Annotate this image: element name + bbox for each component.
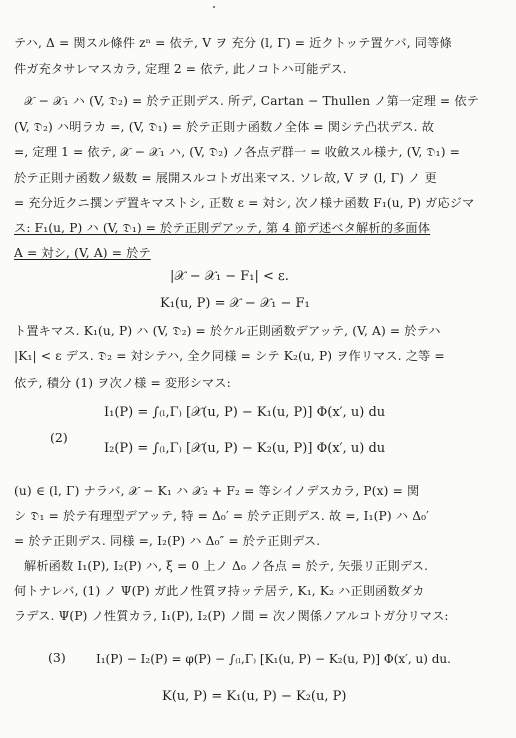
k-difference-eq: K(u, P) = K₁(u, P) − K₂(u, P) <box>162 689 347 704</box>
text-line-9: A = 対シ, (V, A) = 於テ <box>14 246 151 260</box>
text-line-15: = 於テ正則デス. 同様 =, I₂(P) ハ Δ₀″ = 於テ正則デス. <box>14 534 321 548</box>
text-line-11: |K₁| < ε デス. 𝔇₂ = 対シテハ, 全ク同様 = シテ K₂(u, P) ヲ作リマス. 之等 = <box>14 349 445 363</box>
text-line-2: 件ガ充タサレマスカラ, 定理 2 = 依テ, 此ノコトハ可能デス. <box>14 62 347 76</box>
equation-number-3: (3) <box>48 650 66 665</box>
text-line-10: ト置キマス. K₁(u, P) ハ (V, 𝔇₂) = 於ケル正則函数デアッテ, (V, A) = 於テハ <box>14 324 441 338</box>
text-line-4: (V, 𝔇₂) ハ明ラカ =, (V, 𝔇₁) = 於テ正則ナ函数ノ全体 = 関シテ凸状デス. 故 <box>14 120 435 134</box>
text-line-18: ラデス. Ψ(P) ノ性質カラ, I₁(P), I₂(P) ノ間 = 次ノ関係ノアルコトガ分リマス: <box>14 609 449 623</box>
text-line-1: テハ, Δ = 関スル條件 zⁿ = 依テ, V ヲ 充分 (l, Γ) = 近クトッテ置ケバ, 同等條 <box>14 36 452 50</box>
text-line-7: = 充分近クニ撰ンデ置キマストシ, 正数 ε = 対シ, 次ノ様ナ函数 F₁(u, P) ガ応ジマ <box>14 196 475 210</box>
text-line-16: 解析函数 I₁(P), I₂(P) ハ, ξ = 0 上ノ Δ₀ ノ各点 = 於テ, 矢張リ正則デス. <box>24 559 429 573</box>
integral-i2-eq: I₂(P) = ∫₍ₗ,Γ₎ [𝒳(u, P) − K₂(u, P)] Φ(x′, u) du <box>104 441 386 456</box>
text-line-5: =, 定理 1 = 依テ, 𝒳 − 𝒳₁ ハ, (V, 𝔇₂) ノ各点デ群一 = 收斂スル様ナ, (V, 𝔇₁) = <box>14 145 460 159</box>
text-line-3: 𝒳 − 𝒳₁ ハ (V, 𝔇₂) = 於テ正則デス. 所デ, Cartan − Thullen ノ第一定理 = 依テ <box>24 94 479 108</box>
equation-number-2: (2) <box>50 430 68 445</box>
k1-definition-eq: K₁(u, P) = 𝒳 − 𝒳₁ − F₁ <box>160 296 310 311</box>
ink-speck <box>213 6 215 8</box>
text-line-6: 於テ正則ナ函数ノ級数 = 展開スルコトガ出来マス. ソレ故, V ヲ (l, Γ) ノ 更 <box>14 171 437 185</box>
text-line-14: シ 𝔇₁ = 於テ有理型デアッテ, 特 = Δ₀′ = 於テ正則デス. 故 =, I₁(P) ハ Δ₀′ <box>14 509 430 523</box>
inequality-eq: |𝒳 − 𝒳₁ − F₁| < ε. <box>170 269 289 284</box>
text-line-8: ス: F₁(u, P) ハ (V, 𝔇₁) = 於テ正則デアッテ, 第 4 節デ述ベタ解析的多面体 <box>14 221 431 235</box>
relation-eq: I₁(P) − I₂(P) = φ(P) − ∫₍ₗ,Γ₎ [K₁(u, P) − K₂(u, P)] Φ(x′, u) du. <box>96 652 451 666</box>
text-line-13: (u) ∈ (l, Γ) ナラバ, 𝒳 − K₁ ハ 𝒳₂ + F₂ = 等シイノデスカラ, P(x) = 関 <box>14 484 420 498</box>
integral-i1-eq: I₁(P) = ∫₍ₗ,Γ₎ [𝒳(u, P) − K₁(u, P)] Φ(x′, u) du <box>104 405 386 420</box>
text-line-17: 何トナレバ, (1) ノ Ψ(P) ガ此ノ性質ヲ持ッテ居テ, K₁, K₂ ハ正則函数ダカ <box>14 584 425 598</box>
text-line-12: 依テ, 積分 (1) ヲ次ノ様 = 変形シマス: <box>14 376 231 390</box>
